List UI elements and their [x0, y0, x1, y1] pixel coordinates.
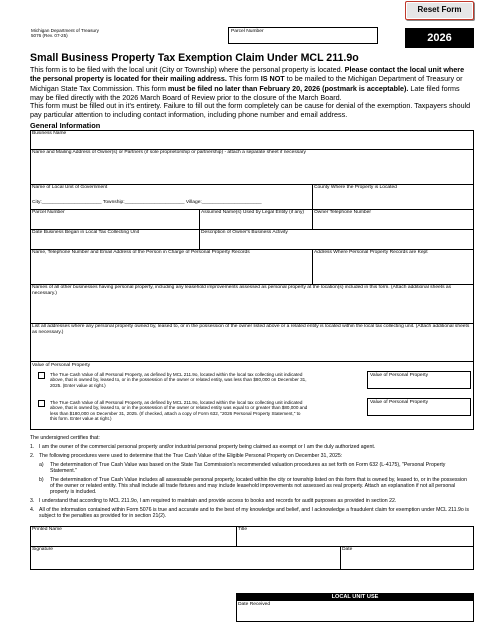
parcel-number-row-field[interactable]	[30, 209, 199, 229]
value-field-1-label: Value of Personal Property	[370, 373, 429, 378]
intro-paragraph-2: This form must be filled out in it's entirety. Failure to fill out the form completely can be cause for denial of the exemption. Taxpayers should pay particular attention to including contact information, including phone number and email address.	[30, 101, 471, 120]
option-less-than-80000-text: The True Cash Value of all Personal Property, as defined by MCL 211.9o, located within the local tax collecting unit indicated above, that is owned by, leased to, or in the possession of the owner or related entity, was less than $80,000 on December 31, 2025. (Enter value at right.)	[50, 372, 307, 388]
section-title-general-information: General Information	[30, 121, 101, 130]
business-description-label: Description of Owner's Business Activity	[201, 230, 288, 235]
owner-name-address-field[interactable]	[30, 149, 474, 184]
all-addresses-label: List all addresses where any personal property owned by, leased to, or in the possession of the owner listed above or a related entity is located within the local tax collecting unit. (Attach additional sheets as necessary.)	[32, 324, 470, 335]
cert-item-2a: The determination of True Cash Value was based on the State Tax Commission's recommended valuation procedures as set forth on Form 632 (L-4175), "Personal Property Statement."	[50, 462, 446, 475]
county-field[interactable]	[312, 184, 474, 209]
assumed-names-label: Assumed Name(s) Used by Legal Entity (if any)	[201, 210, 305, 215]
date-business-began-label: Date Business Began in Local Tax Collecting Unit	[32, 230, 140, 235]
owner-phone-label: Owner Telephone Number	[314, 210, 371, 215]
option-80000-to-180000-text: The True Cash Value of all Personal Property, as defined by MCL 211.9o, located within the local tax collecting unit indicated above, that is owned by, leased to, or in the possession of the owner or related entity was equal to or greater than $80,000 and less than $180,000 on December 31, 2025. (If checked, attach a copy of Form 632, "2026 Personal Property Statement," to this form. Enter value at right.)	[50, 400, 308, 421]
parcel-number-label: Parcel Number	[231, 29, 264, 34]
date-field[interactable]	[340, 546, 474, 570]
agency-name	[31, 28, 99, 39]
cert-item-4-number: 4.	[30, 507, 35, 513]
business-description-field[interactable]	[199, 229, 474, 249]
value-field-2[interactable]	[367, 398, 471, 416]
intro-paragraph-1: This form is to be filed with the local unit (City or Township) where the personal property is located. Please contact the local unit where the personal property is located for their mailing address. This form IS NOT to be mailed to the Michigan Department of Treasury or Michigan State Tax Commission. This form must be filed no later than February 20, 2026 (postmark is acceptable). Late filed forms may be filed directly with the 2026 March Board of Review prior to the closure of the March Board.	[30, 65, 465, 103]
form-number: 5076 (Rev. 07-25)	[31, 33, 68, 39]
local-unit-use-header: LOCAL UNIT USE	[236, 593, 474, 601]
records-address-label: Address Where Personal Property Records are Kept	[314, 250, 428, 255]
title-label: Title	[238, 527, 248, 532]
city-township-village-line: City:______________________ Township:______________________ Village:______________________	[32, 200, 262, 205]
other-businesses-field[interactable]	[30, 284, 474, 323]
cert-item-3-number: 3.	[30, 498, 35, 504]
value-field-2-label: Value of Personal Property	[370, 400, 429, 405]
cert-item-2b: The determination of True Cash Value includes all assessable personal property, located within the city or township listed on this form that is owned by, leased to, or in the possession of the owner or related entity. This shall include all trade fixtures and may include leasehold improvements not assessed as real property. Attach an explanation if not all personal property is included.	[50, 477, 467, 496]
cert-item-3: I understand that according to MCL 211.9o, I am required to maintain and provide access to books and records for audit purposes as provided in section 22.	[39, 498, 397, 504]
business-name-label: Business Name	[32, 131, 67, 136]
parcel-number-row-label: Parcel Number	[32, 210, 65, 215]
owner-phone-field[interactable]	[312, 209, 474, 229]
assumed-names-field[interactable]	[199, 209, 312, 229]
local-unit-field[interactable]	[30, 184, 312, 209]
person-in-charge-label: Name, Telephone Number and Email Address of the Person in Charge of Personal Property Records	[32, 250, 250, 255]
agency-line-1: Michigan Department of Treasury	[31, 28, 99, 33]
person-in-charge-field[interactable]	[30, 249, 312, 284]
cert-item-1-number: 1.	[30, 444, 35, 450]
cert-item-4: All of the information contained within Form 5076 is true and accurate and to the best of my knowledge and belief, and I acknowledge a fraudulent claim for exemption under MCL 211.9o is subject to the penalties as provided for in section 21(2).	[39, 507, 469, 520]
county-label: County Where the Property is Located	[314, 185, 397, 190]
printed-name-label: Printed Name	[32, 527, 62, 532]
cert-item-2: The following procedures were used to determine that the True Cash Value of the Eligible Personal Property on December 31, 2025:	[39, 453, 343, 459]
title-field[interactable]	[236, 526, 474, 546]
date-received-field[interactable]	[236, 601, 474, 622]
cert-item-2b-letter: b)	[39, 477, 44, 483]
option-80000-to-180000-checkbox[interactable]	[38, 400, 45, 407]
page-title: Small Business Property Tax Exemption Claim Under MCL 211.9o	[30, 52, 359, 64]
records-address-field[interactable]	[312, 249, 474, 284]
cert-item-2-number: 2.	[30, 453, 35, 459]
business-name-field[interactable]	[30, 130, 474, 149]
value-field-1[interactable]	[367, 371, 471, 389]
signature-label: Signature	[32, 547, 53, 552]
date-label: Date	[342, 547, 353, 552]
owner-name-address-label: Name and Mailing Address of Owner(s) or Partners (if sole proprietorship or partnership) - attach a separate sheet if necessary	[32, 150, 306, 155]
reset-form-button[interactable]: Reset Form	[405, 1, 474, 20]
date-business-began-field[interactable]	[30, 229, 199, 249]
local-unit-label: Name of Local Unit of Government	[32, 185, 108, 190]
tax-year-badge: 2026	[405, 28, 474, 48]
other-businesses-label: Names of all other businesses having personal property, including any leasehold improvements assessed as personal property at the location(s) included in this form. (Attach additional sheets as necessary.)	[32, 285, 452, 296]
printed-name-field[interactable]	[30, 526, 236, 546]
cert-item-2a-letter: a)	[39, 462, 44, 468]
all-addresses-field[interactable]	[30, 323, 474, 361]
signature-field[interactable]	[30, 546, 340, 570]
option-less-than-80000-checkbox[interactable]	[38, 372, 45, 379]
parcel-number-field[interactable]	[228, 27, 378, 44]
value-section-label: Value of Personal Property	[32, 363, 91, 368]
cert-item-1: I am the owner of the commercial personal property and/or industrial personal property being claimed as exempt or I am the duly authorized agent.	[39, 444, 376, 450]
date-received-label: Date Received	[238, 602, 271, 607]
certification-intro: The undersigned certifies that:	[30, 435, 100, 441]
